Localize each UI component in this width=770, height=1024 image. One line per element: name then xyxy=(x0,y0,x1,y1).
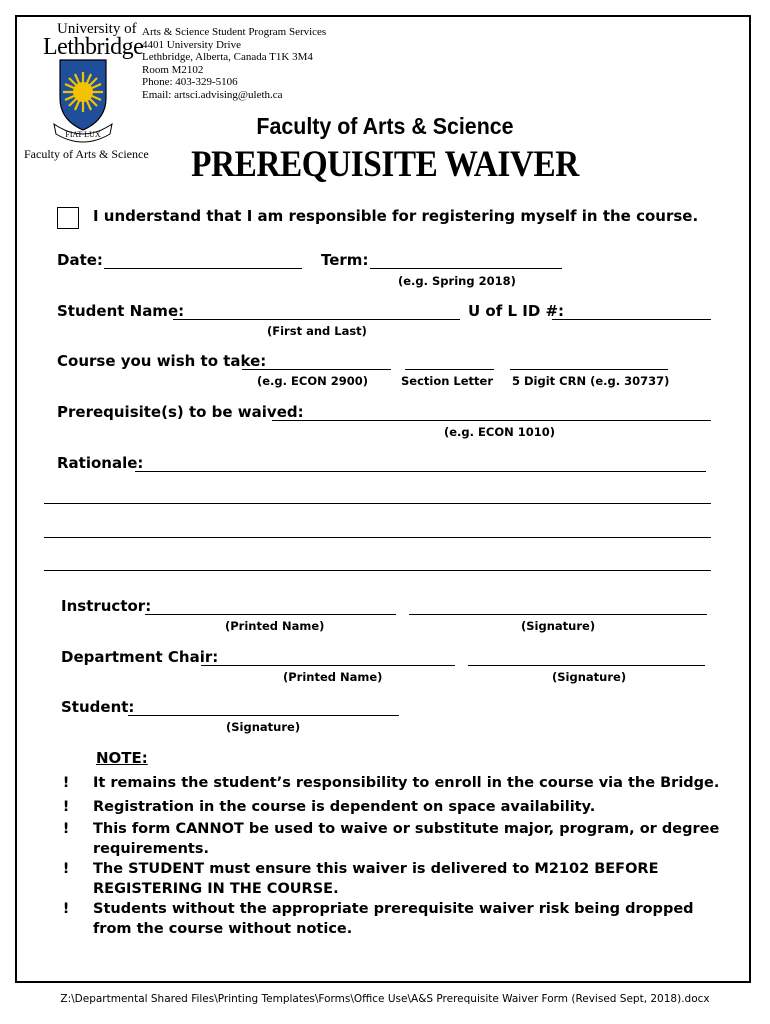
prerequisite-label: Prerequisite(s) to be waived: xyxy=(57,403,304,421)
faculty-label: Faculty of Arts & Science xyxy=(24,147,149,161)
student-name-field[interactable] xyxy=(173,319,460,320)
chair-printed-name-hint: (Printed Name) xyxy=(283,670,383,684)
exclamation-icon: ! xyxy=(62,901,70,917)
term-label: Term: xyxy=(321,251,369,269)
exclamation-icon: ! xyxy=(62,775,70,791)
date-label: Date: xyxy=(57,251,103,269)
exclamation-icon: ! xyxy=(62,799,70,815)
instructor-signature-hint: (Signature) xyxy=(521,619,596,633)
date-field[interactable] xyxy=(104,268,302,269)
rationale-label: Rationale: xyxy=(57,454,144,472)
acknowledgement-checkbox[interactable] xyxy=(57,207,79,229)
chair-signature-hint: (Signature) xyxy=(552,670,627,684)
student-id-label: U of L ID #: xyxy=(468,302,565,320)
note-item: ! Students without the appropriate prerequisite waiver risk being dropped from the course without notice. xyxy=(60,899,750,939)
chair-signature-field[interactable] xyxy=(468,665,705,666)
student-name-label: Student Name: xyxy=(57,302,185,320)
office-line: 4401 University Drive xyxy=(142,38,241,51)
exclamation-icon: ! xyxy=(62,821,70,837)
prerequisite-hint: (e.g. ECON 1010) xyxy=(444,425,555,439)
footer-file-path: Z:\Departmental Shared Files\Printing Templates\Forms\Office Use\A&S Prerequisite Waiver Form (Revised Sept, 2018).docx xyxy=(60,993,710,1005)
student-signature-field[interactable] xyxy=(128,715,399,716)
office-address xyxy=(142,26,326,101)
rationale-line-2[interactable] xyxy=(44,503,711,504)
rationale-line-3[interactable] xyxy=(44,537,711,538)
instructor-printed-name-hint: (Printed Name) xyxy=(225,619,325,633)
university-name-line1: University of xyxy=(57,21,137,37)
term-hint: (e.g. Spring 2018) xyxy=(398,274,516,288)
rationale-line-4[interactable] xyxy=(44,570,711,571)
section-hint: Section Letter xyxy=(401,374,494,388)
faculty-heading: Faculty of Arts & Science xyxy=(256,113,514,139)
office-line: Phone: 403-329-5106 xyxy=(142,76,238,88)
note-title: NOTE: xyxy=(96,749,148,767)
student-name-hint: (First and Last) xyxy=(267,324,367,338)
instructor-label: Instructor: xyxy=(61,597,152,615)
crest-motto: FIAT LUX xyxy=(65,130,101,139)
note-item: ! The STUDENT must ensure this waiver is delivered to M2102 BEFORE REGISTERING IN THE COURSE. xyxy=(60,859,750,899)
note-item: ! Registration in the course is dependent on space availability. xyxy=(60,797,750,817)
office-line: Lethbridge, Alberta, Canada T1K 3M4 xyxy=(142,51,313,63)
term-field[interactable] xyxy=(370,268,562,269)
office-line: Room M2102 xyxy=(142,63,204,76)
exclamation-icon: ! xyxy=(62,861,70,877)
page-title: PREREQUISITE WAIVER xyxy=(191,144,579,185)
instructor-name-field[interactable] xyxy=(145,614,396,615)
section-field[interactable] xyxy=(405,369,494,370)
course-hint: (e.g. ECON 2900) xyxy=(257,374,368,388)
instructor-signature-field[interactable] xyxy=(409,614,707,615)
note-item: ! This form CANNOT be used to waive or substitute major, program, or degree requirements. xyxy=(60,819,750,859)
sun-icon xyxy=(63,72,103,112)
acknowledgement-text: I understand that I am responsible for registering myself in the course. xyxy=(93,207,699,225)
student-signature-label: Student: xyxy=(61,698,135,716)
office-line: Arts & Science Student Program Services xyxy=(142,26,327,38)
student-id-field[interactable] xyxy=(552,319,711,320)
chair-name-field[interactable] xyxy=(201,665,455,666)
department-chair-label: Department Chair: xyxy=(61,648,219,666)
crn-hint: 5 Digit CRN (e.g. 30737) xyxy=(512,374,670,388)
course-label: Course you wish to take: xyxy=(57,352,267,370)
university-name-line2: Lethbridge xyxy=(43,34,144,60)
course-field[interactable] xyxy=(242,369,391,370)
rationale-field[interactable] xyxy=(135,471,706,472)
office-email: Email: artsci.advising@uleth.ca xyxy=(142,88,283,101)
student-signature-hint: (Signature) xyxy=(226,720,301,734)
crn-field[interactable] xyxy=(510,369,668,370)
note-item: ! It remains the student’s responsibility to enroll in the course via the Bridge. xyxy=(60,773,750,793)
prerequisite-field[interactable] xyxy=(272,420,711,421)
